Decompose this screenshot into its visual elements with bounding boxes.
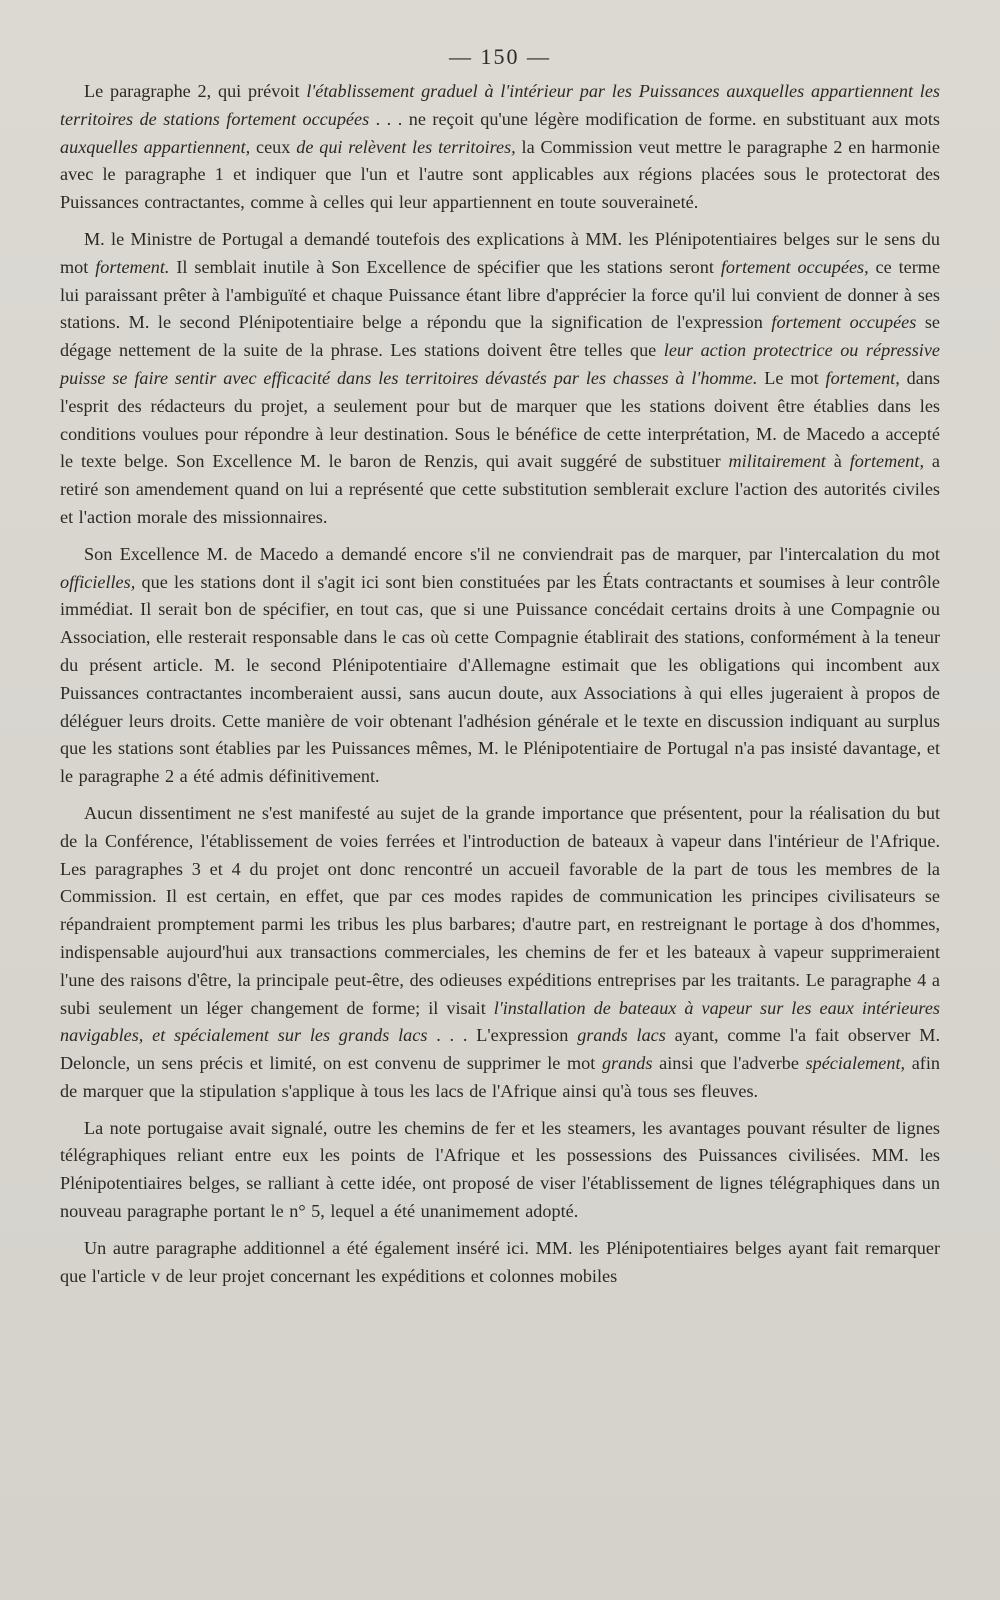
italic-text: auxquelles appartiennent, (60, 136, 251, 157)
text-run: Un autre paragraphe additionnel a été également inséré ici. MM. les Plénipotentiaires belges ayant fait remarquer que l'article v de leur projet concernant les expéditions et colonnes mobiles (60, 1237, 940, 1286)
paragraph (60, 800, 940, 1106)
text-run: M. le Ministre de Portugal a demandé toutefois des explications à MM. les Plénipotentiaires belges sur le sens du mot (60, 228, 940, 277)
italic-text: fortement, (849, 451, 925, 472)
italic-text: l'installation de bateaux à vapeur sur les eaux intérieures navigables, et spécialement sur les grands lacs (60, 997, 940, 1046)
text-run: ceux (250, 136, 297, 157)
italic-text: grands (601, 1053, 653, 1074)
text-run: ainsi que l'adverbe (652, 1053, 806, 1074)
text-run: ayant, comme l'a fait observer M. Deloncle, un sens précis et limité, on est convenu de supprimer le mot (60, 1025, 940, 1074)
italic-text: militairement (728, 451, 826, 472)
text-run: Aucun dissentiment ne s'est manifesté au sujet de la grande importance que présentent, pour la réalisation du but de la Conférence, l'établissement de voies ferrées et l'introduction de bateaux à vapeur dans l'intérieur de l'Afrique. Les paragraphes 3 et 4 du projet ont donc rencontré un accueil favorable de la part de tous les membres de la Commission. Il est certain, en effet, que par ces modes rapides de communication les principes civilisateurs se répandraient promptement parmi les tribus les plus barbares; d'autre part, en restreignant le portage à dos d'hommes, indispensable aujourd'hui aux transactions commerciales, les chemins de fer et les bateaux à vapeur supprimeraient l'une des raisons d'être, la principale peut-être, des odieuses expéditions entreprises par les traitants. Le paragraphe 4 a subi seulement un léger changement de forme; il visait (60, 802, 940, 1018)
text-run: ce terme lui paraissant prêter à l'ambiguïté et chaque Puissance étant libre d'apprécier la force qu'il lui convient de donner à ses stations. M. le second Plénipotentiaire belge a répondu que la signification de l'expression (60, 256, 941, 333)
text-run: Le paragraphe 2, qui prévoit (84, 81, 307, 101)
italic-text: fortement. (95, 256, 170, 277)
italic-text: de qui relèvent les territoires, (296, 136, 516, 157)
italic-text: fortement, (825, 367, 900, 388)
italic-text: spécialement, (805, 1053, 906, 1074)
italic-text: fortement occupées (771, 312, 917, 333)
paragraph (60, 226, 940, 532)
italic-text: l'établissement graduel à l'intérieur par les Puissances auxquelles appartiennent les territoires de stations fortement occupées (60, 81, 941, 129)
italic-text: officielles, (60, 571, 136, 592)
text-run: La note portugaise avait signalé, outre les chemins de fer et les steamers, les avantages pouvant résulter de lignes télégraphiques reliant entre eux les points de l'Afrique et les possessions des Puissances civilisées. MM. les Plénipotentiaires belges, se ralliant à cette idée, ont proposé de viser l'établissement de lignes télégraphiques dans un nouveau paragraphe portant le n° 5, lequel a été unanimement adopté. (60, 1117, 940, 1222)
body-text (60, 78, 940, 1290)
page-number: — 150 — (449, 44, 551, 69)
text-run: afin de marquer que la stipulation s'applique à tous les lacs de l'Afrique ainsi qu'à tous ses fleuves. (60, 1053, 940, 1101)
italic-text: leur action protectrice ou répressive puisse se faire sentir avec efficacité dans les territoires dévastés par les chasses à l'homme. (60, 340, 940, 388)
text-run: . . . L'expression (427, 1025, 578, 1046)
text-run: . . . ne reçoit qu'une légère modification de forme. en substituant aux mots (369, 108, 941, 129)
text-run: se dégage nettement de la suite de la phrase. Les stations doivent être telles que (60, 312, 940, 361)
text-run: Le mot (757, 367, 826, 388)
text-run: Son Excellence M. de Macedo a demandé encore s'il ne conviendrait pas de marquer, par l'intercalation du mot (84, 543, 940, 564)
text-run: a retiré son amendement quand on lui a représenté que cette substitution semblerait exclure l'action des autorités civiles et l'action morale des missionnaires. (60, 451, 940, 527)
paragraph (60, 1115, 940, 1226)
text-run: la Commission veut mettre le paragraphe 2 en harmonie avec le paragraphe 1 et indiquer que l'un et l'autre sont applicables aux régions placées sous le protectorat des Puissances contractantes, comme à celles qui leur appartiennent en toute souveraineté. (60, 136, 940, 213)
paragraph (60, 541, 940, 791)
text-run: que les stations dont il s'agit ici sont bien constituées par les États contractants et soumises à leur contrôle immédiat. Il serait bon de spécifier, en tout cas, que si une Puissance concédait certains droits à une Compagnie ou Association, elle resterait responsable dans le cas où cette Compagnie établirait des stations, conformément à la teneur du présent article. M. le second Plénipotentiaire d'Allemagne estimait que les obligations qui incombent aux Puissances contractantes incomberaient aussi, sans aucun doute, aux Associations à qui elles jugeraient à propos de déléguer leurs droits. Cette manière de voir obtenant l'adhésion générale et le texte en discussion indiquant au surplus que les stations sont établies par les Puissances mêmes, M. le Plénipotentiaire de Portugal n'a pas insisté davantage, et le paragraphe 2 a été admis définitivement. (60, 571, 940, 787)
paragraph (60, 78, 940, 217)
italic-text: grands lacs (577, 1025, 666, 1046)
paragraph (60, 1235, 940, 1291)
text-run: à (825, 451, 850, 472)
text-run: Il semblait inutile à Son Excellence de spécifier que les stations seront (169, 256, 721, 277)
text-run: dans l'esprit des rédacteurs du projet, a seulement pour but de marquer que les stations doivent être établies dans les conditions voulues pour répondre à leur destination. Sous le bénéfice de cette interprétation, M. de Macedo a accepté le texte belge. Son Excellence M. le baron de Renzis, qui avait suggéré de substituer (60, 367, 941, 472)
italic-text: fortement occupées, (720, 256, 869, 277)
